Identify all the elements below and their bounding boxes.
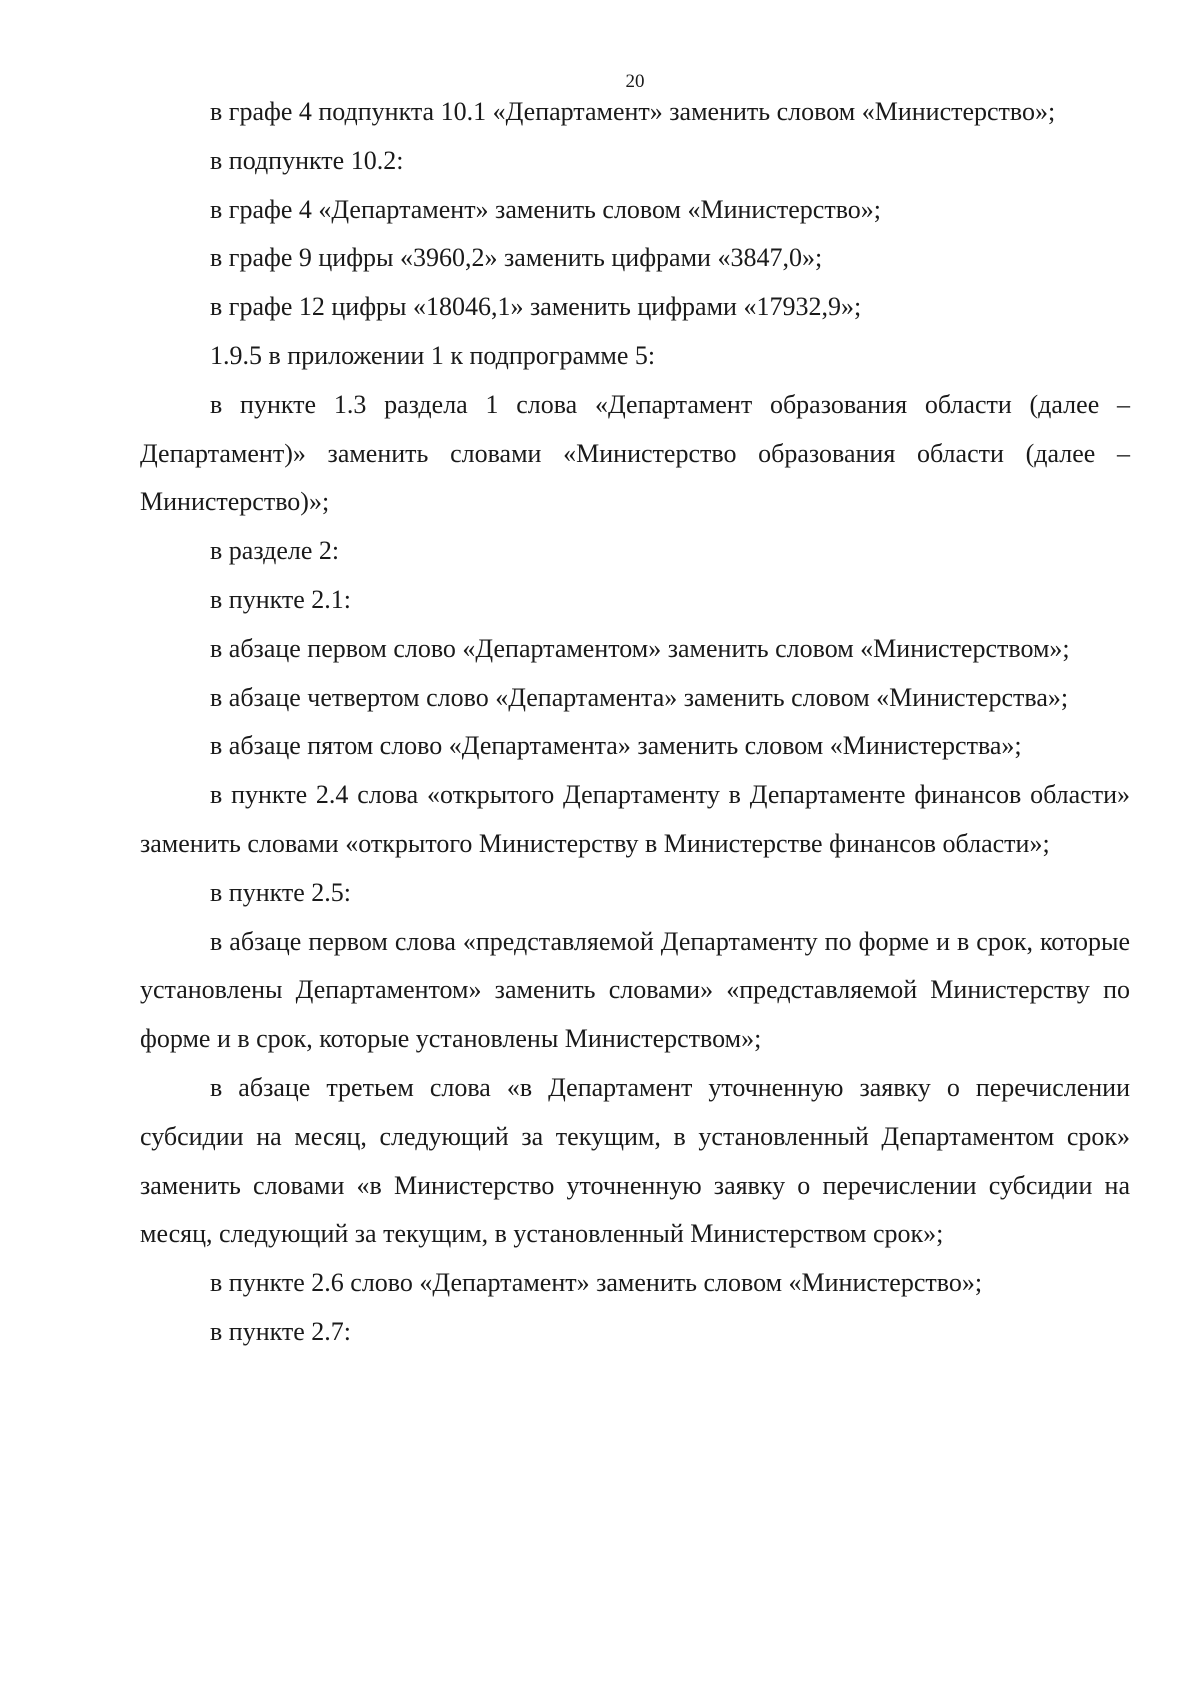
paragraph: в графе 9 цифры «3960,2» заменить цифрами «3847,0»; [210,243,823,273]
paragraph: в пункте 2.7: [210,1316,352,1346]
paragraph: в подпункте 10.2: [210,145,404,175]
paragraph: в абзаце третьем слова «в Департамент уточненную заявку о перечислении субсидии на месяц, следующий за текущим, в установленный Департаментом срок» заменить словами «в Министерство уточненную заявку о перечислении субсидии на месяц, следующий за текущим, в установленный Министерством срок»; [140,1072,1130,1249]
paragraph: в абзаце четвертом слово «Департамента» заменить словом «Министерства»; [210,682,1069,712]
page-number: 20 [625,71,645,92]
paragraph: в абзаце первом слово «Департаментом» заменить словом «Министерством»; [210,633,1070,663]
paragraph: в пункте 2.4 слова «открытого Департаменту в Департаменте финансов области» заменить словами «открытого Министерству в Министерстве финансов области»; [140,780,1130,858]
paragraph: в пункте 2.1: [210,584,352,614]
paragraph: в абзаце первом слова «представляемой Департаменту по форме и в срок, которые установлены Департаментом» заменить словами» «представляемой Министерству по форме и в срок, которые установлены Министерством»; [140,926,1130,1054]
paragraph: в графе 4 «Департамент» заменить словом «Министерство»; [210,194,882,224]
paragraph: в разделе 2: [210,536,340,566]
document-body [140,88,1130,1357]
paragraph: в графе 12 цифры «18046,1» заменить цифрами «17932,9»; [210,292,862,322]
paragraph: в пункте 1.3 раздела 1 слова «Департамент образования области (далее – Департамент)» заменить словами «Министерство образования области (далее – Министерство)»; [140,389,1130,517]
paragraph: в графе 4 подпункта 10.1 «Департамент» заменить словом «Министерство»; [210,97,1056,126]
paragraph: в абзаце пятом слово «Департамента» заменить словом «Министерства»; [210,731,1022,761]
paragraph: в пункте 2.5: [210,877,352,907]
paragraph: в пункте 2.6 слово «Департамент» заменить словом «Министерство»; [210,1268,983,1298]
paragraph: 1.9.5 в приложении 1 к подпрограмме 5: [210,340,656,370]
